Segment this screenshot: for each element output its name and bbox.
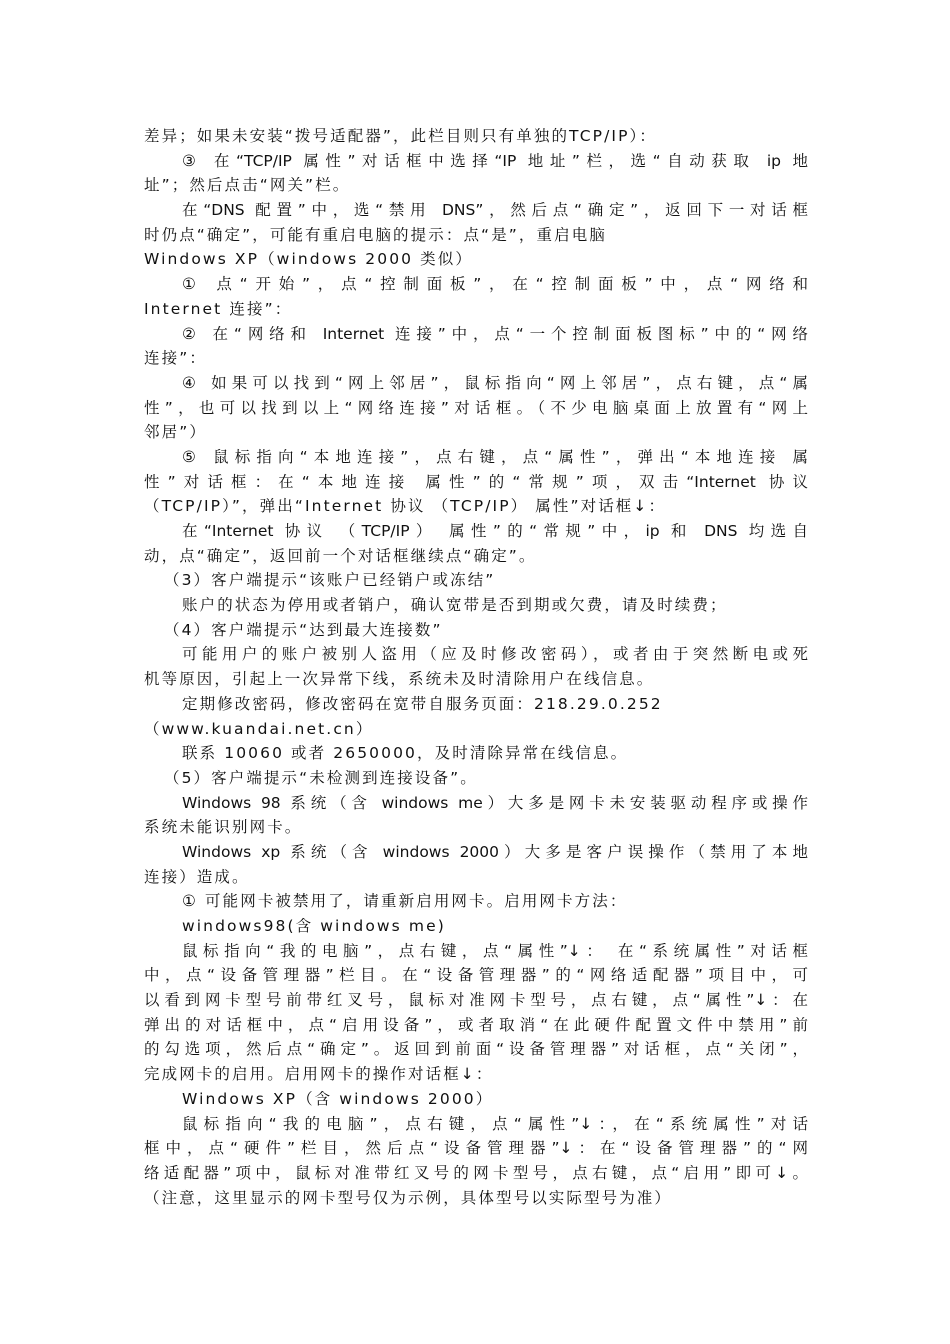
text-line: 址”；然后点击“网关”栏。 bbox=[144, 176, 351, 195]
text-line: 性”对话框：在“本地连接 属性”的“常规”项，双击“Internet 协议 bbox=[144, 472, 808, 491]
text-line: 中，点“设备管理器”栏目。在“设备管理器”的“网络适配器”项目中，可 bbox=[144, 966, 808, 985]
text-line: Windows XP（含 windows 2000） bbox=[182, 1089, 494, 1108]
text-line: ② 在“网络和 Internet 连接”中，点“一个控制面板图标”中的“网络 bbox=[182, 324, 808, 343]
text-line: 络适配器”项中，鼠标对准带红叉号的网卡型号，点右键，点“启用”即可↓。 bbox=[144, 1163, 808, 1182]
document-page bbox=[144, 124, 808, 1210]
text-line: 完成网卡的启用。启用网卡的操作对话框↓： bbox=[144, 1065, 494, 1084]
text-line: 在“DNS 配置”中，选“禁用 DNS”，然后点“确定”，返回下一对话框 bbox=[182, 201, 808, 220]
text-line: 的勾选项，然后点“确定”。返回到前面“设备管理器”对话框，点“关闭”， bbox=[144, 1040, 808, 1059]
text-line: 鼠标指向“我的电脑”，点右键，点“属性”↓：，在“系统属性”对话 bbox=[182, 1114, 808, 1133]
text-line: 连接）造成。 bbox=[144, 867, 250, 886]
text-line: （5）客户端提示“未检测到连接设备”。 bbox=[164, 768, 478, 787]
text-line: 性”，也可以找到以上“网络连接”对话框。（不少电脑桌面上放置有“网上 bbox=[144, 398, 808, 417]
text-line: 邻居”） bbox=[144, 423, 207, 442]
text-line: 以看到网卡型号前带红叉号，鼠标对准网卡型号，点右键，点“属性”↓：在 bbox=[144, 991, 808, 1010]
text-line: （3）客户端提示“该账户已经销户或冻结” bbox=[164, 571, 496, 590]
text-line: 账户的状态为停用或者销户，确认宽带是否到期或欠费，请及时续费； bbox=[182, 596, 728, 615]
text-line: ④ 如果可以找到“网上邻居”，鼠标指向“网上邻居”，点右键，点“属 bbox=[182, 373, 808, 392]
text-line: 在“Internet 协议 （TCP/IP） 属性”的“常规”中，ip 和 DNS 均选自 bbox=[182, 522, 808, 540]
text-line: 可能用户的账户被别人盗用（应及时修改密码），或者由于突然断电或死 bbox=[182, 645, 808, 664]
text-line: 差异；如果未安装“拨号适配器”，此栏目则只有单独的TCP/IP）： bbox=[144, 127, 657, 145]
text-line: ③ 在“TCP/IP 属性”对话框中选择“IP 地址”栏，选“自动获取 ip 地 bbox=[182, 151, 808, 170]
text-line: （注意，这里显示的网卡型号仅为示例，具体型号以实际型号为准） bbox=[144, 1188, 673, 1207]
text-line: ① 点“开始”，点“控制面板”，在“控制面板”中，点“网络和 bbox=[182, 275, 808, 294]
text-line: （4）客户端提示“达到最大连接数” bbox=[164, 620, 443, 639]
text-line: 机等原因，引起上一次异常下线，系统未及时清除用户在线信息。 bbox=[144, 670, 655, 689]
text-line: 弹出的对话框中，点“启用设备”，或者取消“在此硬件配置文件中禁用”前 bbox=[144, 1015, 808, 1034]
text-line: 联系 10060 或者 2650000，及时清除异常在线信息。 bbox=[182, 744, 629, 763]
text-line: 时仍点“确定”，可能有重启电脑的提示：点“是”，重启电脑 bbox=[144, 225, 607, 244]
text-line: 框中，点“硬件”栏目，然后点“设备管理器”↓：在“设备管理器”的“网 bbox=[144, 1139, 808, 1158]
text-line: 系统未能识别网卡。 bbox=[144, 818, 303, 837]
text-line: （TCP/IP）”，弹出“Internet 协议 （TCP/IP） 属性”对话框↓： bbox=[144, 497, 667, 516]
text-line: windows98(含 windows me) bbox=[182, 917, 446, 935]
text-line: （www.kuandai.net.cn） bbox=[144, 719, 374, 738]
text-line: 动，点“确定”，返回前一个对话框继续点“确定”。 bbox=[144, 546, 537, 565]
text-line: 定期修改密码，修改密码在宽带自服务页面：218.29.0.252 bbox=[182, 694, 663, 713]
text-line: Windows XP（windows 2000 类似） bbox=[144, 250, 473, 269]
text-line: Windows xp 系统（含 windows 2000）大多是客户误操作（禁用了本地 bbox=[182, 842, 808, 861]
text-line: ① 可能网卡被禁用了，请重新启用网卡。启用网卡方法： bbox=[182, 892, 628, 911]
text-line: ⑤ 鼠标指向“本地连接”，点右键，点“属性”，弹出“本地连接 属 bbox=[182, 447, 808, 466]
text-line: 鼠标指向“我的电脑”，点右键，点“属性”↓： 在“系统属性”对话框 bbox=[182, 941, 808, 960]
text-line: Internet 连接”： bbox=[144, 299, 293, 318]
text-line: 连接”： bbox=[144, 349, 207, 368]
text-line: Windows 98 系统（含 windows me）大多是网卡未安装驱动程序或操作 bbox=[182, 793, 808, 812]
